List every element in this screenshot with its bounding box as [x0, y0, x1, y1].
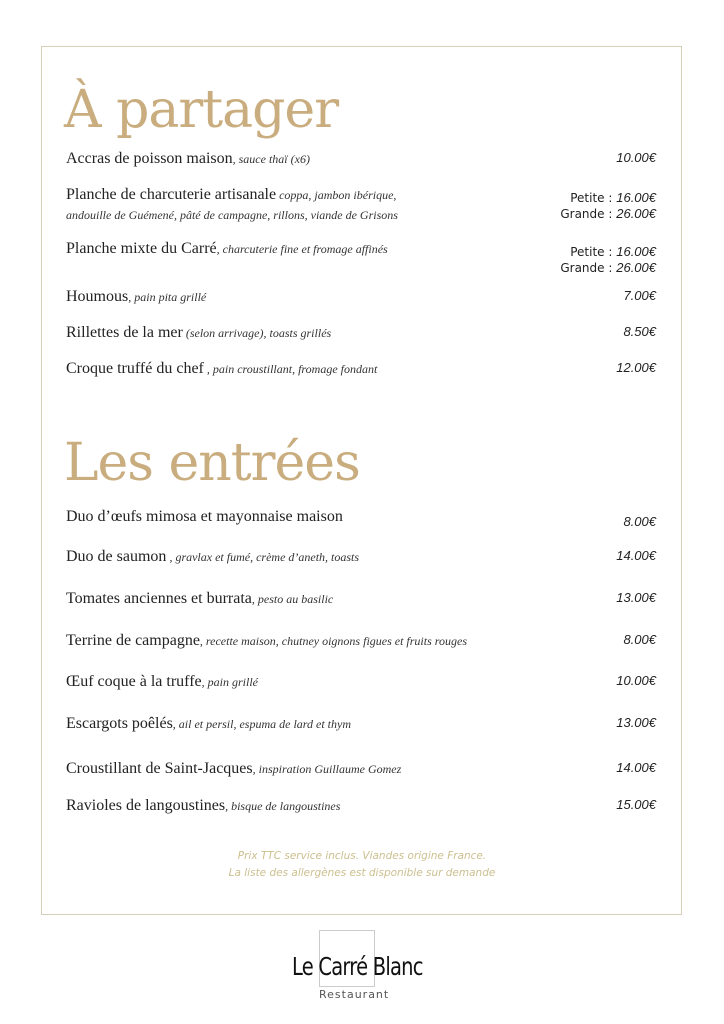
- item-price: [560, 244, 656, 276]
- price-label: Grande :: [560, 207, 613, 221]
- price-value: 26.00€: [616, 260, 656, 275]
- item-description: , sauce thaï (x6): [232, 152, 310, 166]
- item-description: , pain croustillant, fromage fondant: [203, 362, 378, 376]
- footer-note: [0, 848, 724, 882]
- item-price: [623, 514, 656, 530]
- logo-subtitle: Restaurant: [319, 988, 390, 1001]
- price-value: 16.00€: [616, 244, 656, 259]
- item-description: , pain pita grillé: [128, 290, 207, 304]
- menu-item: [66, 324, 656, 342]
- price-value: 14.00€: [616, 548, 656, 563]
- item-name: Accras de poisson maison: [66, 150, 233, 167]
- menu-item: [66, 797, 656, 815]
- price-value: 16.00€: [616, 190, 656, 205]
- section-title-a-partager: À partager: [64, 80, 339, 140]
- item-price: [623, 288, 656, 304]
- item-price: [616, 715, 656, 731]
- price-value: 10.00€: [616, 673, 656, 688]
- item-price: [616, 548, 656, 564]
- item-description: , recette maison, chutney oignons figues et fruits rouges: [199, 634, 467, 648]
- price-label: Grande :: [560, 261, 613, 275]
- item-name: Tomates anciennes et burrata: [66, 590, 252, 607]
- item-description: , bisque de langoustines: [225, 799, 341, 813]
- item-name: Duo de saumon: [66, 548, 167, 565]
- item-description: (selon arrivage), toasts grillés: [182, 326, 332, 340]
- item-description: andouille de Guémené, pâté de campagne, rillons, viande de Grisons: [66, 208, 398, 222]
- price-value: 13.00€: [616, 715, 656, 730]
- item-name: Ravioles de langoustines: [66, 797, 226, 814]
- menu-item: [66, 632, 656, 650]
- item-description: , pesto au basilic: [251, 592, 334, 606]
- price-value: 12.00€: [616, 360, 656, 375]
- menu-item: [66, 288, 656, 306]
- item-name: Planche de charcuterie artisanale: [66, 186, 277, 203]
- item-price: [616, 150, 656, 166]
- price-value: 10.00€: [616, 150, 656, 165]
- item-description: , ail et persil, espuma de lard et thym: [172, 717, 351, 731]
- footer-note-line: Prix TTC service inclus. Viandes origine France.: [237, 850, 487, 862]
- price-value: 13.00€: [616, 590, 656, 605]
- item-price: [616, 360, 656, 376]
- item-description: , inspiration Guillaume Gomez: [252, 762, 402, 776]
- item-description: , pain grillé: [201, 675, 258, 689]
- item-description: , charcuterie fine et fromage affinés: [216, 242, 388, 256]
- item-price: [623, 632, 656, 648]
- menu-item: [66, 673, 656, 691]
- menu-item: [66, 508, 656, 529]
- section-title-les-entrees: Les entrées: [64, 433, 360, 493]
- menu-item: [66, 150, 656, 168]
- price-value: 8.50€: [623, 324, 656, 339]
- item-description: , gravlax et fumé, crème d’aneth, toasts: [166, 550, 360, 564]
- item-name: Œuf coque à la truffe: [66, 673, 202, 690]
- price-value: 26.00€: [616, 206, 656, 221]
- item-price: [560, 190, 656, 222]
- item-description: coppa, jambon ibérique,: [276, 188, 397, 202]
- price-value: 14.00€: [616, 760, 656, 775]
- menu-item: [66, 590, 656, 608]
- price-label: Petite :: [570, 191, 613, 205]
- item-name: Rillettes de la mer: [66, 324, 183, 341]
- price-value: 8.00€: [623, 632, 656, 647]
- item-price: [616, 673, 656, 689]
- logo: Le Carré Blanc: [292, 952, 423, 981]
- item-name: Croustillant de Saint-Jacques: [66, 760, 253, 777]
- menu-item: [66, 186, 656, 223]
- item-name: Croque truffé du chef: [66, 360, 204, 377]
- menu-item: [66, 240, 656, 275]
- item-price: [616, 797, 656, 813]
- footer-note-line: La liste des allergènes est disponible sur demande: [228, 867, 496, 879]
- price-value: 15.00€: [616, 797, 656, 812]
- menu-item: [66, 760, 656, 778]
- item-price: [616, 760, 656, 776]
- item-price: [616, 590, 656, 606]
- item-name: Escargots poêlés: [66, 715, 173, 732]
- menu-item: [66, 715, 656, 733]
- price-label: Petite :: [570, 245, 613, 259]
- item-name: Terrine de campagne: [66, 632, 200, 649]
- menu-item: [66, 548, 656, 566]
- price-value: 7.00€: [623, 288, 656, 303]
- menu-item: [66, 360, 656, 378]
- item-price: [623, 324, 656, 340]
- item-name: Houmous: [66, 288, 129, 305]
- price-value: 8.00€: [623, 514, 656, 529]
- item-name: Planche mixte du Carré: [66, 240, 217, 257]
- item-name: Duo d’œufs mimosa et mayonnaise maison: [66, 508, 343, 525]
